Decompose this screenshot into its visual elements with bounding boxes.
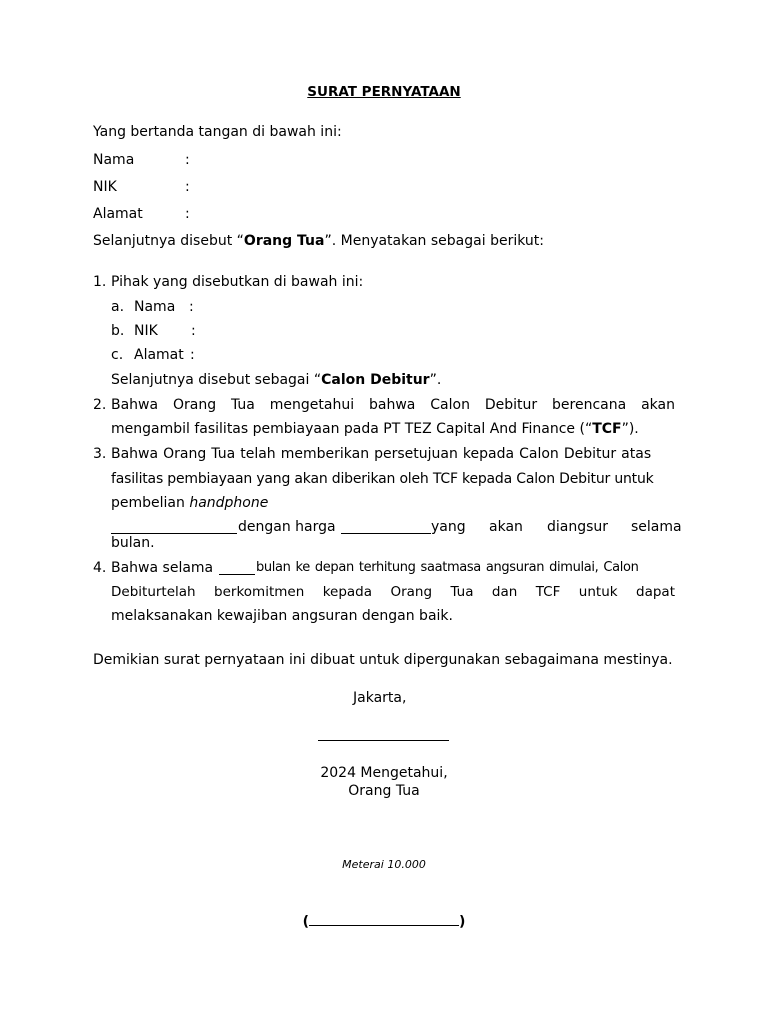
item-1-number: 1. xyxy=(93,274,107,290)
intro-text: Yang bertanda tangan di bawah ini: xyxy=(93,124,342,140)
field-alamat-sep: : xyxy=(185,206,190,222)
item-3-line-3-before: pembelian xyxy=(111,495,190,511)
referred-bold: Orang Tua xyxy=(243,233,325,249)
item-4-line-1-rest: bulan ke depan terhitung saatmasa angsuran dimulai, Calon xyxy=(256,560,639,575)
item-3-akan: akan xyxy=(489,519,523,535)
referred-after: ”. Menyatakan sebagai berikut: xyxy=(324,233,544,249)
sub-c-sep: : xyxy=(190,347,195,363)
place-label: Jakarta, xyxy=(353,690,407,706)
item-4-line-3: melaksanakan kewajiban angsuran dengan baik. xyxy=(111,608,453,624)
referred-cd-before: Selanjutnya disebut sebagai “ xyxy=(111,372,322,388)
item-2-line-2-bold: TCF xyxy=(592,421,622,437)
signer-role: Orang Tua xyxy=(348,783,420,799)
referred-calon-debitur xyxy=(111,372,441,388)
signature-block xyxy=(0,911,768,930)
item-3-dengan-harga: dengan harga xyxy=(238,519,336,535)
field-nik-sep: : xyxy=(185,179,190,195)
date-mengetahui: 2024 Mengetahui, xyxy=(320,765,448,781)
item-2-line-2-after: ”). xyxy=(621,421,639,437)
signature-open-paren: ( xyxy=(302,914,309,930)
item-4-bahwa-selama: Bahwa selama xyxy=(111,560,214,576)
meterai-label: Meterai 10.000 xyxy=(342,858,426,871)
referred-cd-after: ”. xyxy=(429,372,442,388)
item-2-line-1: Bahwa Orang Tua mengetahui bahwa Calon Debitur berencana akan xyxy=(111,397,675,413)
item-3-number: 3. xyxy=(93,446,107,462)
blank-harga xyxy=(341,533,431,534)
item-2-number: 2. xyxy=(93,397,107,413)
item-3-bulan: bulan. xyxy=(111,535,155,551)
field-nama-sep: : xyxy=(185,152,190,168)
item-3-line-2: fasilitas pembiayaan yang akan diberikan oleh TCF kepada Calon Debitur untuk xyxy=(111,471,654,487)
signature-close-paren: ) xyxy=(459,914,466,930)
blank-bulan xyxy=(219,574,255,575)
date-line xyxy=(318,740,449,741)
referred-before: Selanjutnya disebut “ xyxy=(93,233,244,249)
field-nik-label: NIK xyxy=(93,179,117,195)
item-3-selama: selama xyxy=(631,519,682,535)
item-3-diangsur: diangsur xyxy=(547,519,609,535)
sub-c-letter: c. xyxy=(111,347,124,363)
sub-a-label: Nama xyxy=(134,299,176,315)
item-3-yang: yang xyxy=(431,519,466,535)
item-2-line-2 xyxy=(111,421,639,437)
referred-cd-bold: Calon Debitur xyxy=(321,372,430,388)
referred-orang-tua xyxy=(93,233,544,249)
item-4-line-2: Debiturtelah berkomitmen kepada Orang Tua dan TCF untuk dapat xyxy=(111,584,675,600)
field-alamat-label: Alamat xyxy=(93,206,143,222)
sub-a-letter: a. xyxy=(111,299,125,315)
item-1-text: Pihak yang disebutkan di bawah ini: xyxy=(111,274,364,290)
field-nama-label: Nama xyxy=(93,152,135,168)
item-3-line-1: Bahwa Orang Tua telah memberikan persetujuan kepada Calon Debitur atas xyxy=(111,446,652,462)
item-3-line-3 xyxy=(111,495,268,511)
item-4-number: 4. xyxy=(93,560,107,576)
document-title: SURAT PERNYATAAN xyxy=(307,84,461,100)
sub-b-sep: : xyxy=(191,323,196,339)
sub-c-label: Alamat xyxy=(134,347,184,363)
item-3-line-3-italic: handphone xyxy=(189,495,269,511)
signature-line xyxy=(309,911,459,926)
closing-statement: Demikian surat pernyataan ini dibuat untuk dipergunakan sebagaimana mestinya. xyxy=(93,652,673,668)
sub-b-letter: b. xyxy=(111,323,125,339)
sub-a-sep: : xyxy=(189,299,194,315)
item-2-line-2-before: mengambil fasilitas pembiayaan pada PT TEZ Capital And Finance (“ xyxy=(111,421,593,437)
blank-handphone xyxy=(111,533,237,534)
sub-b-label: NIK xyxy=(134,323,158,339)
